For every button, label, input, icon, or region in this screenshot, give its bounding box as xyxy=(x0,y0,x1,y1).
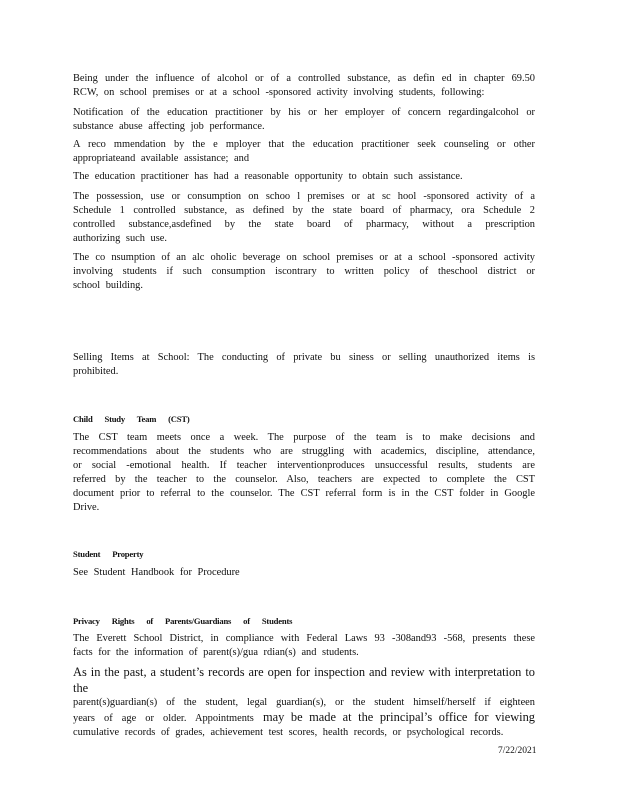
substance-item-1 xyxy=(73,106,535,134)
text-line: The possession, use or consumption on schoo l premises or at sc hool -sponsored activity of a xyxy=(73,191,535,202)
text-line: substance abuse affecting job performance. xyxy=(73,121,265,132)
text-line: involving students if such consumption iscontrary to written policy of theschool district or xyxy=(73,266,535,277)
text-line: A reco mmendation by the e mployer that the education practitioner seek counseling or other xyxy=(73,139,535,150)
text-line: prohibited. xyxy=(73,366,119,377)
text-line: controlled substance,asdefined by the state board of pharmacy, without a prescription xyxy=(73,219,535,230)
text-line: parent(s)guardian(s) of the student, legal guardian(s), or the student himself/herself if eighteen xyxy=(73,697,535,708)
substance-item-5 xyxy=(73,251,535,293)
cst-heading: Child Study Team (CST) xyxy=(73,414,190,424)
text-line: Drive. xyxy=(73,502,100,513)
privacy-heading: Privacy Rights of Parents/Guardians of Students xyxy=(73,616,293,626)
substance-item-3 xyxy=(73,170,535,184)
text-line: Schedule 1 controlled substance, as defined by the state board of pharmacy, ora Schedule 2 xyxy=(73,205,535,216)
selling-paragraph xyxy=(73,351,535,379)
privacy-records-paragraph xyxy=(73,664,535,740)
text-line: As in the past, a student’s records are open for inspection and review with interpretation to the xyxy=(73,665,535,695)
footer-date: 7/22/2021 xyxy=(498,746,537,756)
text-line: Notification of the education practitioner by his or her employer of concern regardingalcohol or xyxy=(73,107,535,118)
text-line: The co nsumption of an alc oholic beverage on school premises or at a school -sponsored activity xyxy=(73,252,535,263)
substance-item-4 xyxy=(73,190,535,246)
text-line: or social -emotional health. If teacher interventionproduces unsuccessful results, students are xyxy=(73,460,535,471)
text-line: Selling Items at School: The conducting of private bu siness or selling unauthorized items is xyxy=(73,352,535,363)
text-line: The CST team meets once a week. The purpose of the team is to make decisions and xyxy=(73,432,535,443)
text-line: school building. xyxy=(73,280,143,291)
text-line: See Student Handbook for Procedure xyxy=(73,567,240,578)
privacy-paragraph xyxy=(73,632,535,660)
cst-paragraph xyxy=(73,431,535,515)
substance-intro xyxy=(73,72,535,100)
text-line: facts for the information of parent(s)/gua rdian(s) and students. xyxy=(73,647,359,658)
text-line: document prior to referral to the counselor. The CST referral form is in the CST folder in Google xyxy=(73,488,535,499)
text-segment: may be made at the principal’s office for viewing xyxy=(262,710,535,724)
text-line: appropriateand available assistance; and xyxy=(73,153,250,164)
text-line: cumulative records of grades, achievement test scores, health records, or psychological records. xyxy=(73,727,504,738)
text-line: recommendations about the students who are struggling with academics, discipline, attendance, xyxy=(73,446,535,457)
text-line: referred by the teacher to the counselor. Also, teachers are expected to complete the CST xyxy=(73,474,535,485)
student-property-paragraph xyxy=(73,566,535,580)
text-line: The Everett School District, in compliance with Federal Laws 93 -308and93 -568, presents these xyxy=(73,633,535,644)
student-property-heading: Student Property xyxy=(73,549,144,559)
text-line: Being under the influence of alcohol or of a controlled substance, as defin ed in chapter 69.50 xyxy=(73,73,535,84)
text-line: The education practitioner has had a reasonable opportunity to obtain such assistance. xyxy=(73,171,463,182)
text-segment: years of age or older. Appointments xyxy=(73,713,254,724)
text-line: authorizing such use. xyxy=(73,233,168,244)
text-line xyxy=(73,710,535,726)
text-line: RCW, on school premises or at a school -sponsored activity involving students, following: xyxy=(73,87,485,98)
substance-item-2 xyxy=(73,138,535,166)
